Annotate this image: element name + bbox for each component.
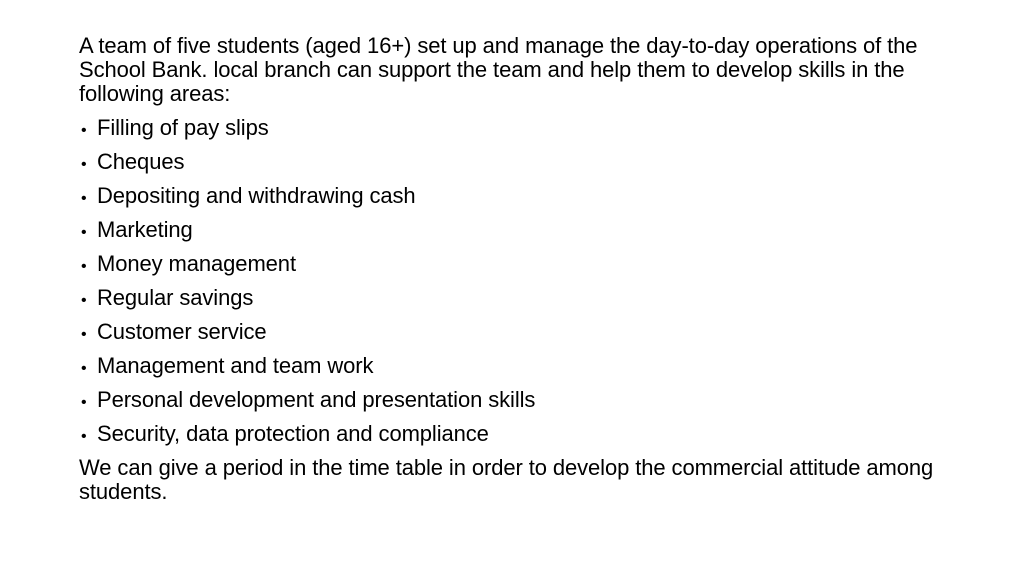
list-item <box>79 422 949 456</box>
list-item <box>79 218 949 252</box>
list-item <box>79 116 949 150</box>
slide-content <box>79 34 949 504</box>
list-item <box>79 388 949 422</box>
intro-paragraph: A team of five students (aged 16+) set up and manage the day-to-day operations of the School Bank. local branch can support the team and help them to develop skills in the following areas: <box>79 33 918 106</box>
bullet-icon: • <box>81 190 87 207</box>
bullet-icon: • <box>81 360 87 377</box>
list-item <box>79 286 949 320</box>
bullet-icon: • <box>81 326 87 343</box>
list-item <box>79 150 949 184</box>
list-item <box>79 252 949 286</box>
list-item-text: Depositing and withdrawing cash <box>97 183 416 208</box>
list-item-text: Customer service <box>97 319 267 344</box>
list-item-text: Filling of pay slips <box>97 115 269 140</box>
list-item <box>79 320 949 354</box>
list-item-text: Marketing <box>97 217 193 242</box>
closing-paragraph: We can give a period in the time table in order to develop the commercial attitude among students. <box>79 455 934 504</box>
list-item-text: Regular savings <box>97 285 254 310</box>
skills-list <box>79 116 949 456</box>
list-item-text: Money management <box>97 251 296 276</box>
bullet-icon: • <box>81 394 87 411</box>
list-item <box>79 184 949 218</box>
bullet-icon: • <box>81 156 87 173</box>
list-item-text: Cheques <box>97 149 185 174</box>
bullet-icon: • <box>81 224 87 241</box>
list-item-text: Management and team work <box>97 353 374 378</box>
list-item-text: Security, data protection and compliance <box>97 421 489 446</box>
list-item <box>79 354 949 388</box>
bullet-icon: • <box>81 122 87 139</box>
bullet-icon: • <box>81 428 87 445</box>
list-item-text: Personal development and presentation skills <box>97 387 536 412</box>
bullet-icon: • <box>81 258 87 275</box>
bullet-icon: • <box>81 292 87 309</box>
